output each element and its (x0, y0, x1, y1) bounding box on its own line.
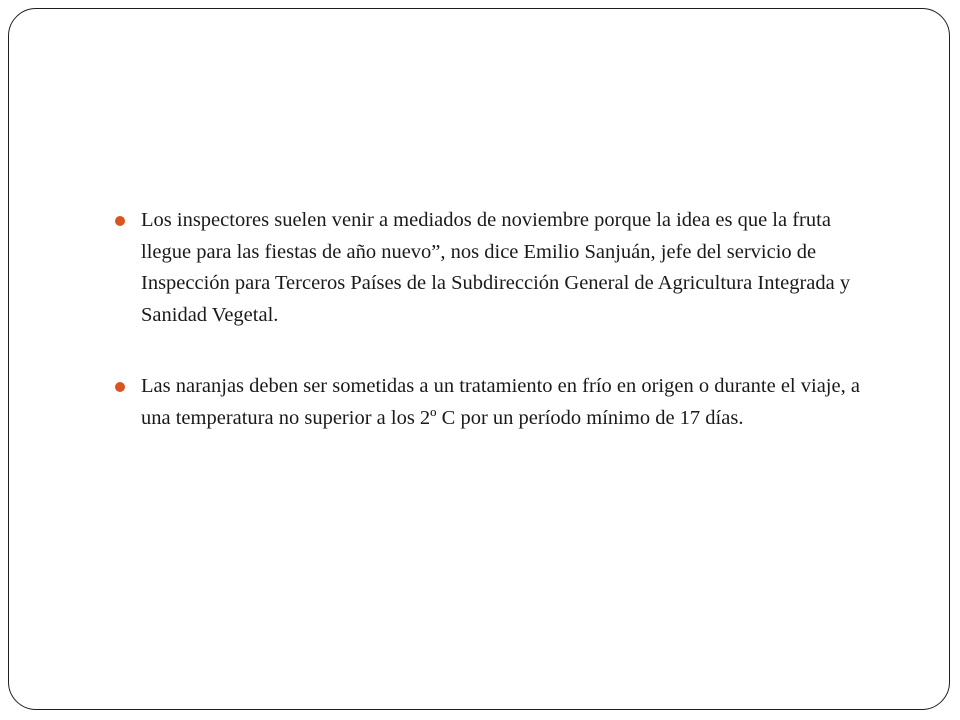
bullet-item-inspectores (115, 205, 885, 331)
bullet-text: Las naranjas deben ser sometidas a un tratamiento en frío en origen o durante el viaje, a una temperatura no superior a los 2º C por un período mínimo de 17 días. (141, 375, 860, 429)
bullet-item-naranjas (115, 371, 885, 434)
bullet-dot-icon (115, 216, 125, 226)
bullet-list (115, 205, 885, 434)
slide-frame (8, 8, 950, 710)
bullet-dot-icon (115, 382, 125, 392)
bullet-text: Los inspectores suelen venir a mediados de noviembre porque la idea es que la fruta llegue para las fiestas de año nuevo”, nos dice Emilio Sanjuán, jefe del servicio de Inspección para Terceros Países de la Subdirección General de Agricultura Integrada y Sanidad Vegetal. (141, 209, 851, 326)
